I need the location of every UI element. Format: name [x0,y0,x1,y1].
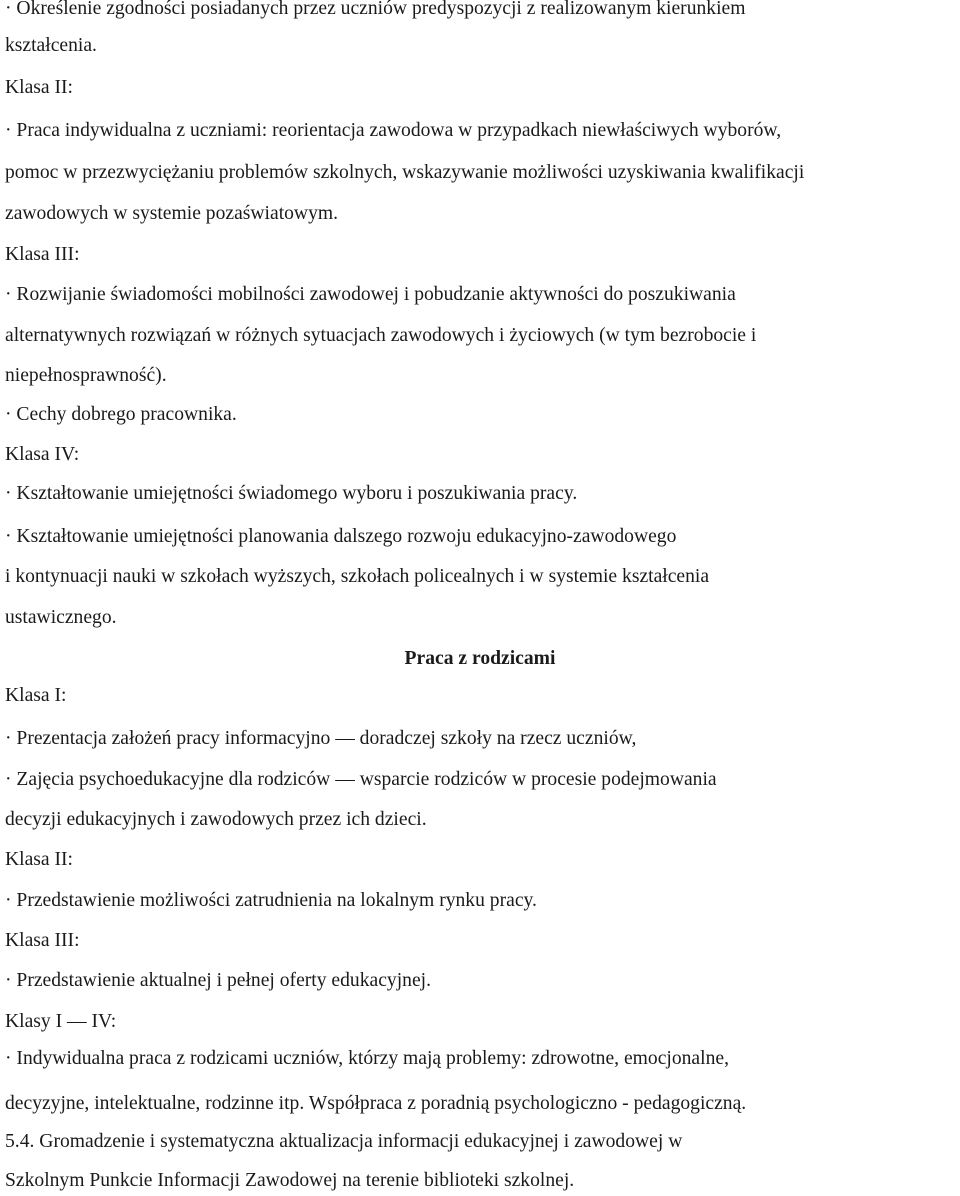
class-heading: Klasa III: [5,930,80,951]
text-line: pomoc w przezwyciężaniu problemów szkolnych, wskazywanie możliwości uzyskiwania kwalifikacji [5,162,805,183]
text-line: Szkolnym Punkcie Informacji Zawodowej na terenie biblioteki szkolnej. [5,1170,575,1191]
bullet-line: · Indywidualna praca z rodzicami uczniów, którzy mają problemy: zdrowotne, emocjonalne, [5,1048,729,1069]
class-heading: Klasy I — IV: [5,1011,117,1032]
section-title: Praca z rodzicami [404,648,556,669]
class-heading: Klasa II: [5,849,74,870]
bullet-line: · Określenie zgodności posiadanych przez uczniów predyspozycji z realizowanym kierunkiem [5,0,746,19]
bullet-line: · Kształtowanie umiejętności świadomego wyboru i poszukiwania pracy. [5,483,578,504]
bullet-line: · Kształtowanie umiejętności planowania dalszego rozwoju edukacyjno-zawodowego [5,526,677,547]
bullet-line: · Przedstawienie aktualnej i pełnej oferty edukacyjnej. [5,970,431,991]
bullet-line: · Praca indywidualna z uczniami: reorientacja zawodowa w przypadkach niewłaściwych wyborów, [5,120,782,141]
bullet-line: · Zajęcia psychoedukacyjne dla rodziców — wsparcie rodziców w procesie podejmowania [5,769,717,790]
text-line: decyzyjne, intelektualne, rodzinne itp. Współpraca z poradnią psychologiczno - pedagogiczną. [5,1093,747,1114]
section-line: 5.4. Gromadzenie i systematyczna aktualizacja informacji edukacyjnej i zawodowej w [5,1131,683,1152]
text-line: ustawicznego. [5,607,117,628]
class-heading: Klasa IV: [5,444,80,465]
text-line: kształcenia. [5,35,97,56]
text-line: decyzji edukacyjnych i zawodowych przez ich dzieci. [5,809,427,830]
text-line: niepełnosprawność). [5,365,167,386]
bullet-line: · Prezentacja założeń pracy informacyjno — doradczej szkoły na rzecz uczniów, [5,728,637,749]
bullet-line: · Rozwijanie świadomości mobilności zawodowej i pobudzanie aktywności do poszukiwania [5,284,736,305]
text-line: zawodowych w systemie pozaświatowym. [5,203,339,224]
class-heading: Klasa III: [5,244,80,265]
class-heading: Klasa II: [5,77,74,98]
text-line: alternatywnych rozwiązań w różnych sytuacjach zawodowych i życiowych (w tym bezrobocie i [5,325,757,346]
bullet-line: · Cechy dobrego pracownika. [5,404,237,425]
text-line: i kontynuacji nauki w szkołach wyższych, szkołach policealnych i w systemie kształcenia [5,566,710,587]
class-heading: Klasa I: [5,685,67,706]
bullet-line: · Przedstawienie możliwości zatrudnienia na lokalnym rynku pracy. [5,890,537,911]
